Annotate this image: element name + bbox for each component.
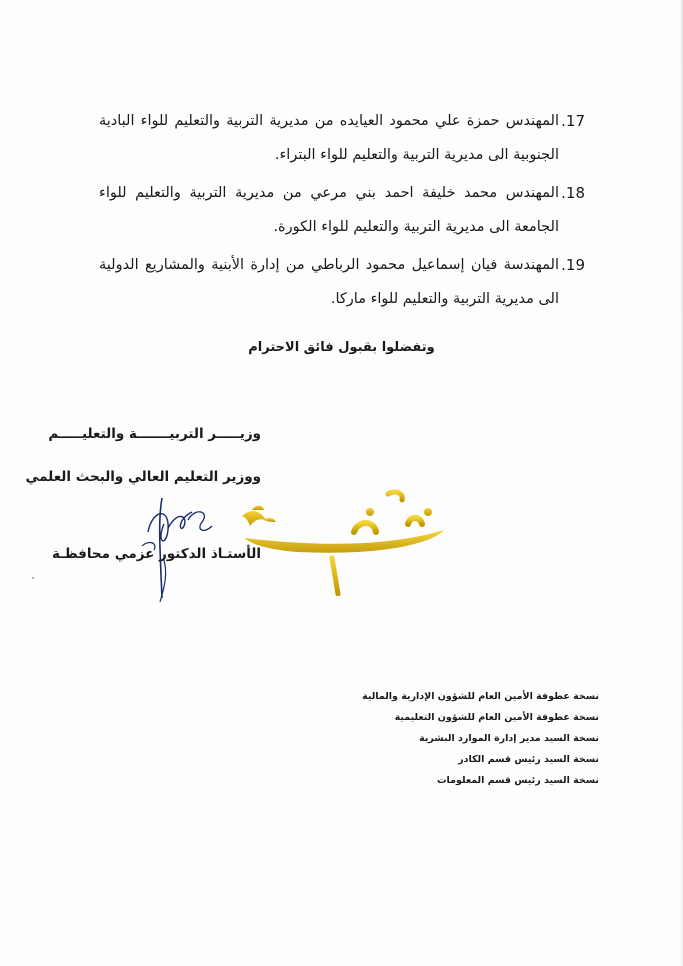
copy-line: نسخة عطوفة الأمين العام للشؤون الإدارية والمالية [362, 691, 599, 702]
signatory-name: الأستـاذ الدكتور عزمي محافظـة [52, 546, 261, 562]
closing-salutation: وتفضلوا بقبول فائق الاحترام [248, 340, 435, 355]
item-text: المهندس حمزة علي محمود العيايده من مديرية التربية والتعليم للواء البادية الجنوبية الى مديرية التربية والتعليم للواء البتراء. [99, 113, 559, 163]
list-item [99, 248, 585, 316]
item-number: .18 [561, 184, 585, 202]
copy-line: نسخة عطوفة الأمين العام للشؤون التعليمية [394, 712, 599, 723]
signatory-title-2: ووزير التعليم العالي والبحث العلمي [25, 469, 261, 485]
copy-line: نسخة السيد مدير إدارة الموارد البشرية [419, 733, 599, 744]
item-text: المهندسة فيان إسماعيل محمود الرباطي من إدارة الأبنية والمشاريع الدولية الى مديرية التربية والتعليم للواء ماركا. [99, 257, 559, 307]
transfer-list [99, 104, 585, 320]
scan-speck [32, 577, 34, 579]
watermark-logo [238, 486, 458, 596]
item-number: .19 [561, 256, 585, 274]
list-item [99, 104, 585, 172]
copy-line: نسخة السيد رئيس قسم المعلومات [437, 775, 599, 786]
signatory-title-1: وزيـــــر التربيـــــــة والتعليـــــم [48, 426, 261, 442]
item-text: المهندس محمد خليفة احمد بني مرعي من مديرية التربية والتعليم للواء الجامعة الى مديرية التربية والتعليم للواء الكورة. [99, 185, 559, 235]
copy-line: نسخة السيد رئيس قسم الكادر [458, 754, 599, 765]
item-number: .17 [561, 112, 585, 130]
handwritten-signature [118, 490, 228, 605]
copies-list [362, 686, 599, 791]
list-item [99, 176, 585, 244]
